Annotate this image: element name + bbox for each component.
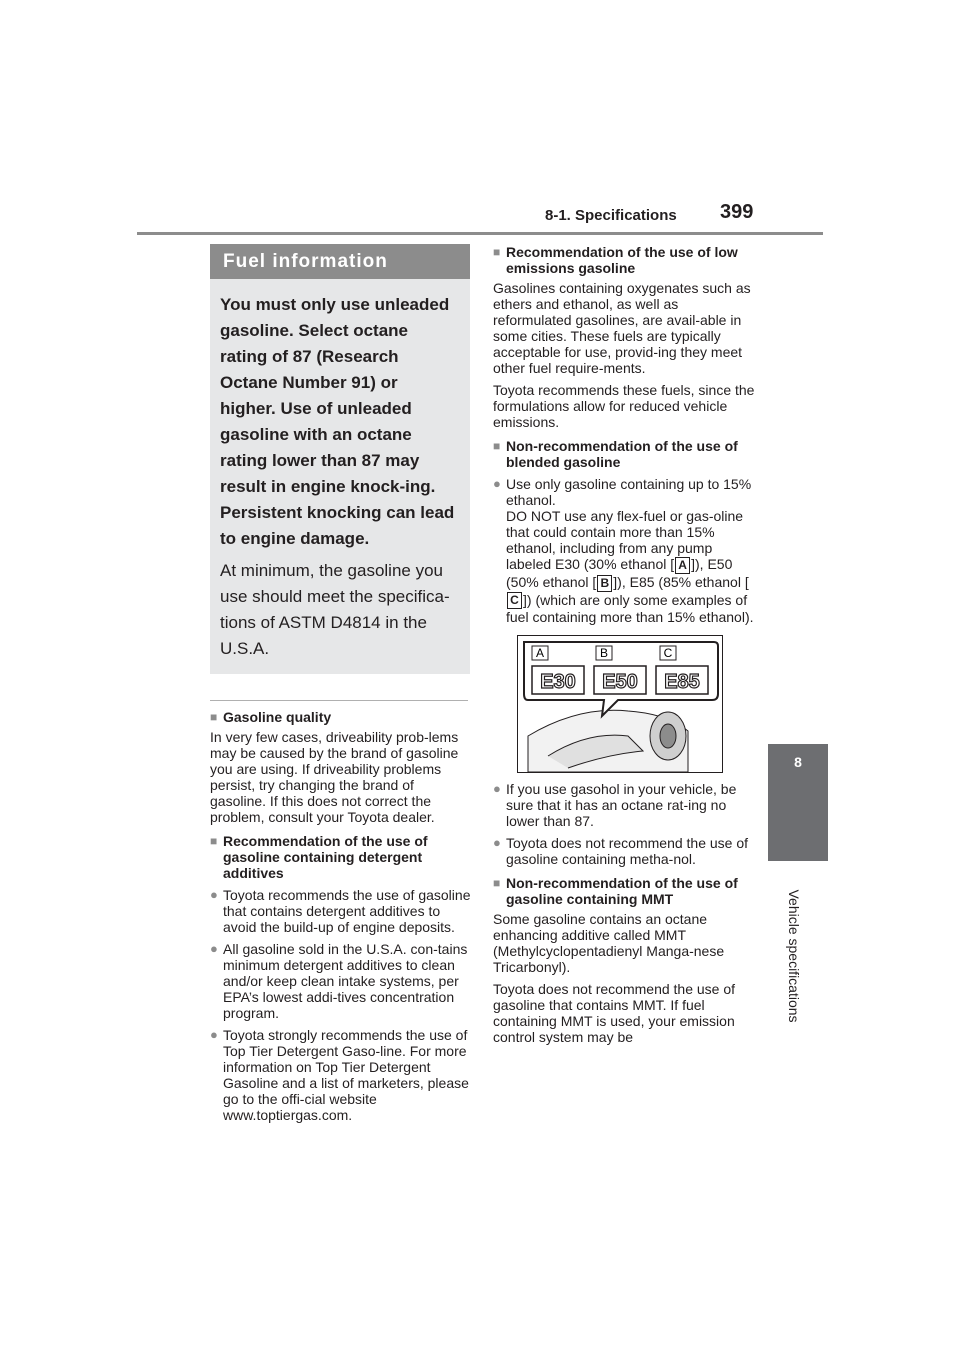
bullet-segment: ]), E85 (85% ethanol [ [613,573,749,590]
paragraph: Some gasoline contains an octane enhancing additive called MMT (Methylcyclopentadienyl Manga-nese Tricarbonyl). [493,911,725,976]
heading-square-icon: ■ [493,439,501,453]
bullet-text: All gasoline sold in the U.S.A. con-tains minimum detergent additives to clean and/or keep clean intake systems, per EPA’s lowest addi-tives concentration program. [223,941,468,1021]
bullet-text: Toyota strongly recommends the use of Top Tier Detergent Gaso-line. For more information on Top Tier Detergent Gasoline and a list of marketers, please go to the offi-cial website www.toptiergas.com. [223,1027,469,1123]
figure-label-c: C [663,646,673,661]
chapter-label [786,876,802,1036]
bullet-text: If you use gasohol in your vehicle, be sure that it has an octane rat-ing no lower than 87. [506,781,737,830]
heading-square-icon: ■ [493,245,501,259]
bullet-text [506,476,755,625]
fuel-info-body [210,279,470,674]
heading-text: Non-recommendation of the use of gasoline containing MMT [506,875,738,908]
header-divider [137,232,823,235]
pump-label-e50: E50 [602,671,638,694]
ethanol-pump-figure [517,635,723,773]
pump-label-e30: E30 [540,671,576,694]
bullet-segment: ]) (which are only some examples of fuel containing more than 15% ethanol). [506,591,754,626]
chapter-number: 8 [794,754,802,770]
heading-text: Recommendation of the use of gasoline containing detergent additives [223,833,428,881]
label-b: B [597,575,612,592]
bullet-icon: ● [210,1027,218,1042]
gasoline-quality-text: In very few cases, driveability prob-lems may be caused by the brand of gasoline you are using. If driveability problems persist, try changing the brand of gasoline. If this does not correct the problem, consult your Toyota dealer. [210,729,459,825]
heading-square-icon: ■ [210,834,218,848]
chapter-tab [768,744,828,861]
fuel-info-title: Fuel information [210,244,470,279]
paragraph: Gasolines containing oxygenates such as ethers and ethanol, as well as reformulated gasolines, are avail-able in some cities. These fuels are typically acceptable for use, provid-ing they meet other fuel require-ments. [493,280,751,376]
right-column [493,244,755,1045]
detergent-heading [210,833,472,881]
bullet-icon: ● [493,781,501,797]
bullet-icon: ● [210,887,218,902]
figure-label-b: B [599,646,609,661]
bullet-icon: ● [493,476,501,491]
left-column [210,244,472,1123]
fuel-nozzle-illustration [518,636,722,772]
heading-text: Gasoline quality [223,709,332,725]
page-number: 399 [720,201,754,223]
paragraph: Toyota does not recommend the use of gasoline that contains MMT. If fuel containing MMT is used, your emission control system may be [493,981,736,1046]
gasoline-quality-heading [210,709,472,725]
fuel-standard-text: At minimum, the gasoline you use should meet the specifica-tions of ASTM D4814 in the U.S.A. [220,561,450,658]
pump-label-e85: E85 [664,671,700,694]
bullet-line: DO NOT use any flex-fuel or gas-oline that could contain more than 15% ethanol, including from any pump labeled E30 (30% ethanol [506,508,744,572]
low-emissions-heading [493,244,755,276]
chapter-title: Vehicle specifications [786,889,802,1023]
bullet-text: Toyota recommends the use of gasoline that contains detergent additives to avoid the build-up of engine deposits. [223,887,471,935]
list-item [210,941,472,1021]
list-item [210,887,472,935]
section-divider [210,700,468,701]
mmt-heading [493,875,755,907]
fuel-nozzle-opening [660,724,676,748]
bullet-line: Use only gasoline containing up to 15% ethanol. [506,476,752,508]
paragraph: Toyota recommends these fuels, since the formulations allow for reduced vehicle emissions. [493,382,755,430]
bullet-segment: ]), E50 (50% ethanol [ [506,556,733,590]
list-item [493,835,755,867]
label-c: C [507,592,522,609]
bullet-icon: ● [210,941,218,956]
blended-heading [493,438,755,470]
heading-square-icon: ■ [210,710,218,724]
fuel-info-box [210,244,470,674]
heading-text: Non-recommendation of the use of blended gasoline [506,438,738,470]
bullet-icon: ● [493,835,501,851]
list-item [210,1027,472,1123]
list-item [493,476,755,625]
label-a: A [675,557,690,574]
heading-text: Recommendation of the use of low emissions gasoline [506,244,738,276]
section-title: 8-1. Specifications [545,207,677,224]
figure-label-a: A [535,646,545,661]
heading-square-icon: ■ [493,876,501,891]
bracket: [ [670,556,675,572]
list-item [493,781,755,829]
bullet-text: Toyota does not recommend the use of gasoline containing metha-nol. [506,835,749,868]
fuel-requirement-text: You must only use unleaded gasoline. Select octane rating of 87 (Research Octane Number 91) or higher. Use of unleaded gasoline with an octane rating lower than 87 may result in engine knock-ing. Persistent knocking can lead to engine damage. [220,295,455,548]
